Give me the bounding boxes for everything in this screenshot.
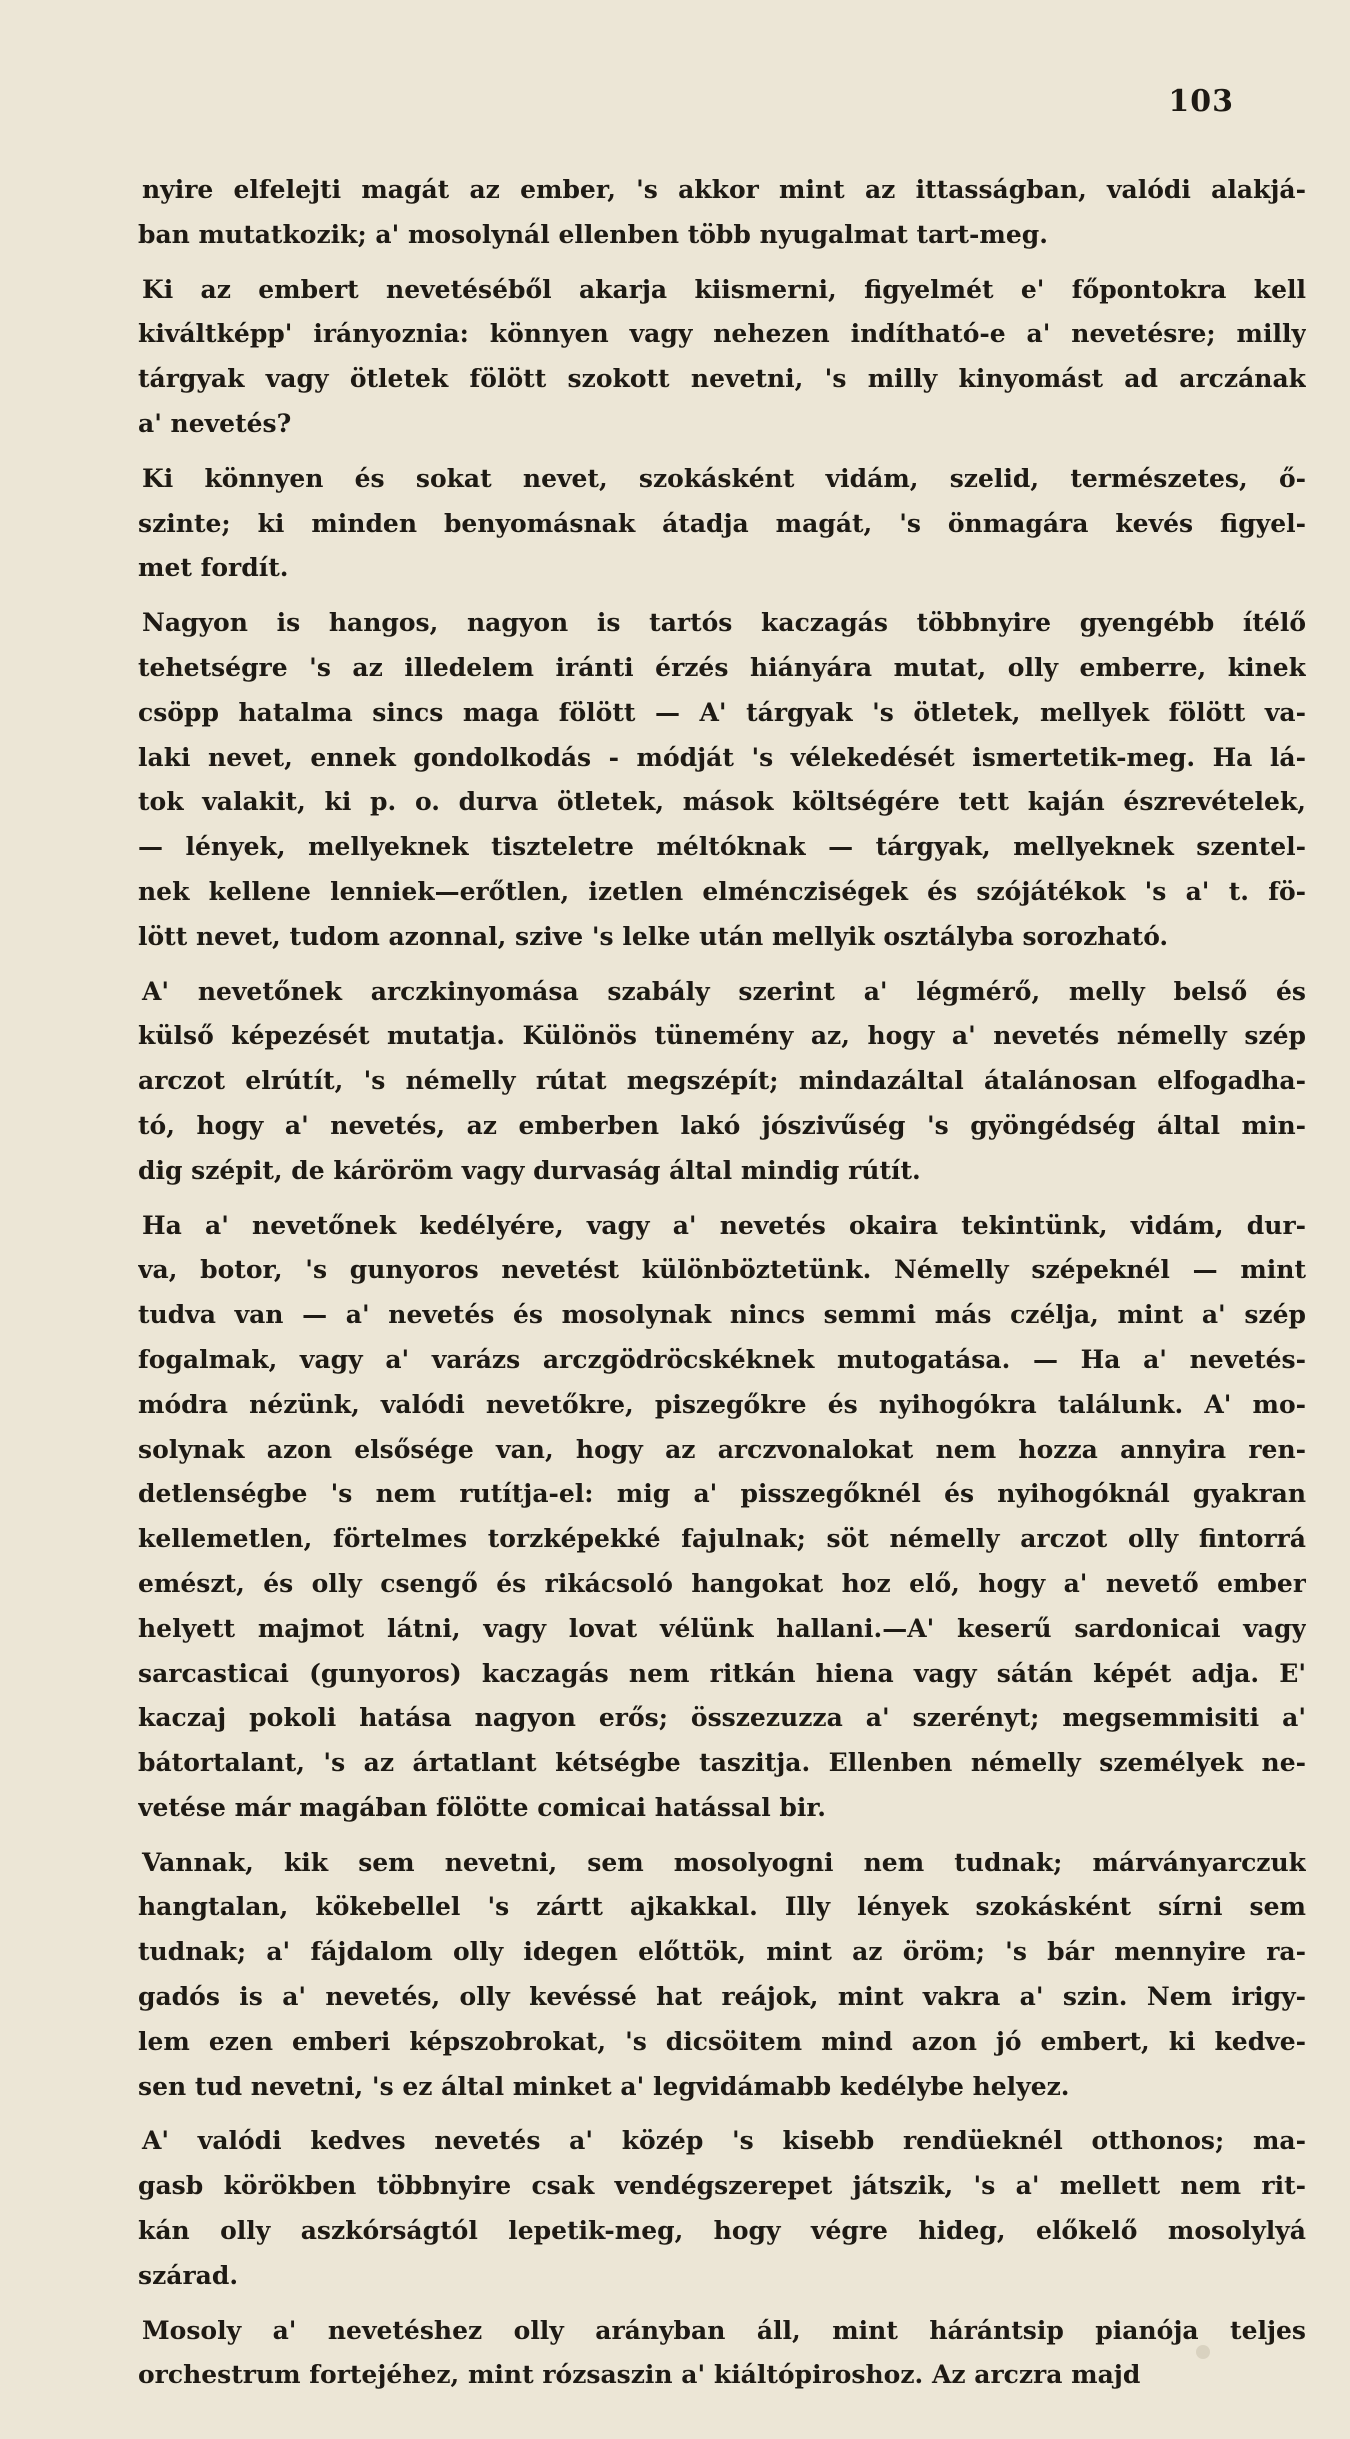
text-line: kellemetlen, förtelmes torzképekké fajulnak; söt némelly arczot olly fintorrá	[138, 1524, 1306, 1554]
text-line: külső képezését mutatja. Különös tünemény az, hogy a' nevetés némelly szép	[138, 1021, 1306, 1051]
text-line: sarcasticai (gunyoros) kaczagás nem ritkán hiena vagy sátán képét adja. E'	[138, 1658, 1306, 1688]
paragraph	[138, 970, 1306, 1194]
text-line: gadós is a' nevetés, olly kevéssé hat reájok, mint vakra a' szin. Nem irigy-	[138, 1982, 1306, 2012]
text-line: dig szépit, de káröröm vagy durvaság által mindig rútít.	[138, 1155, 921, 1185]
paragraph	[138, 168, 1306, 258]
text-line: solynak azon elsősége van, hogy az arczvonalokat nem hozza annyira ren-	[138, 1434, 1306, 1464]
text-line: Ki az embert nevetéséből akarja kiismerni, figyelmét e' főpontokra kell	[142, 274, 1306, 304]
text-line: laki nevet, ennek gondolkodás - módját 's vélekedését ismertetik-meg. Ha lá-	[138, 742, 1306, 772]
text-line: a' nevetés?	[138, 408, 292, 438]
text-line: vetése már magában fölötte comicai hatással bir.	[138, 1792, 826, 1822]
text-line: kán olly aszkórságtól lepetik-meg, hogy végre hideg, előkelő mosolylyá	[138, 2216, 1306, 2246]
text-line: sen tud nevetni, 's ez által minket a' legvidámabb kedélybe helyez.	[138, 2071, 1070, 2101]
text-line: szinte; ki minden benyomásnak átadja magát, 's önmagára kevés figyel-	[138, 508, 1306, 538]
text-line: tehetségre 's az illedelem iránti érzés hiányára mutat, olly emberre, kinek	[138, 652, 1306, 682]
text-line: Mosoly a' nevetéshez olly arányban áll, mint hárántsip pianója teljes	[142, 2315, 1306, 2345]
text-line: nek kellene lenniek—erőtlen, izetlen elméncziségek és szójátékok 's a' t. fö-	[138, 876, 1306, 906]
paragraph	[138, 601, 1306, 959]
paragraph	[138, 268, 1306, 447]
text-line: fogalmak, vagy a' varázs arczgödröcskéknek mutogatása. — Ha a' nevetés-	[138, 1344, 1306, 1374]
paragraph	[138, 1204, 1306, 1831]
text-line: hangtalan, kökebellel 's zártt ajkakkal. Illy lények szokásként sírni sem	[138, 1892, 1306, 1922]
page-number: 103	[1168, 84, 1234, 119]
text-line: szárad.	[138, 2260, 239, 2290]
text-line: Ki könnyen és sokat nevet, szokásként vidám, szelid, természetes, ő-	[142, 463, 1306, 493]
text-line: nyire elfelejti magát az ember, 's akkor mint az ittasságban, valódi alakjá-	[142, 175, 1306, 204]
text-line: módra nézünk, valódi nevetőkre, piszegőkre és nyihogókra találunk. A' mo-	[138, 1389, 1306, 1419]
paper-spot	[1196, 2345, 1210, 2359]
text-line: Vannak, kik sem nevetni, sem mosolyogni nem tudnak; márványarczuk	[142, 1847, 1306, 1877]
paragraph	[138, 2119, 1306, 2298]
text-line: Nagyon is hangos, nagyon is tartós kaczagás többnyire gyengébb ítélő	[142, 608, 1306, 638]
paragraph	[138, 457, 1306, 591]
text-line: emészt, és olly csengő és rikácsoló hangokat hoz elő, hogy a' nevető ember	[138, 1568, 1306, 1598]
text-line: gasb körökben többnyire csak vendégszerepet játszik, 's a' mellett nem rit-	[138, 2171, 1306, 2201]
text-line: kiváltképp' irányoznia: könnyen vagy nehezen indítható-e a' nevetésre; milly	[138, 319, 1306, 349]
text-line: csöpp hatalma sincs maga fölött — A' tárgyak 's ötletek, mellyek fölött va-	[138, 697, 1306, 727]
text-line: — lények, mellyeknek tiszteletre méltóknak — tárgyak, mellyeknek szentel-	[138, 832, 1306, 862]
text-line: tudnak; a' fájdalom olly idegen előttök, mint az öröm; 's bár mennyire ra-	[138, 1937, 1306, 1967]
text-line: kaczaj pokoli hatása nagyon erős; összezuzza a' szerényt; megsemmisiti a'	[138, 1703, 1306, 1733]
text-line: arczot elrútít, 's némelly rútat megszépít; mindazáltal átalánosan elfogadha-	[138, 1066, 1306, 1096]
text-line: tudva van — a' nevetés és mosolynak nincs semmi más czélja, mint a' szép	[138, 1300, 1306, 1330]
paragraph	[138, 1841, 1306, 2110]
text-line: lött nevet, tudom azonnal, szive 's lelke után mellyik osztályba sorozható.	[138, 921, 1169, 951]
text-line: helyett majmot látni, vagy lovat vélünk hallani.—A' keserű sardonicai vagy	[138, 1613, 1306, 1643]
text-line: ban mutatkozik; a' mosolynál ellenben több nyugalmat tart-meg.	[138, 219, 1048, 249]
body-text	[138, 168, 1306, 2408]
text-line: detlenségbe 's nem rutítja-el: mig a' pisszegőknél és nyihogóknál gyakran	[138, 1479, 1306, 1509]
text-line: va, botor, 's gunyoros nevetést különböztetünk. Némelly szépeknél — mint	[138, 1255, 1306, 1285]
text-line: met fordít.	[138, 553, 289, 583]
text-line: A' valódi kedves nevetés a' közép 's kisebb rendüeknél otthonos; ma-	[142, 2126, 1306, 2156]
text-line: tok valakit, ki p. o. durva ötletek, mások költségére tett kaján észrevételek,	[138, 787, 1306, 817]
text-line: Ha a' nevetőnek kedélyére, vagy a' nevetés okaira tekintünk, vidám, dur-	[142, 1210, 1306, 1240]
text-line: A' nevetőnek arczkinyomása szabály szerint a' légmérő, melly belső és	[142, 976, 1306, 1006]
text-line: lem ezen emberi képszobrokat, 's dicsöitem mind azon jó embert, ki kedve-	[138, 2026, 1306, 2056]
text-line: orchestrum fortejéhez, mint rózsaszin a' kiáltópiroshoz. Az arczra majd	[138, 2360, 1141, 2390]
text-line: tó, hogy a' nevetés, az emberben lakó jószivűség 's gyöngédség által min-	[138, 1110, 1306, 1140]
text-line: bátortalant, 's az ártatlant kétségbe taszitja. Ellenben némelly személyek ne-	[138, 1748, 1306, 1778]
text-line: tárgyak vagy ötletek fölött szokott nevetni, 's milly kinyomást ad arczának	[138, 364, 1306, 394]
paragraph	[138, 2309, 1306, 2399]
